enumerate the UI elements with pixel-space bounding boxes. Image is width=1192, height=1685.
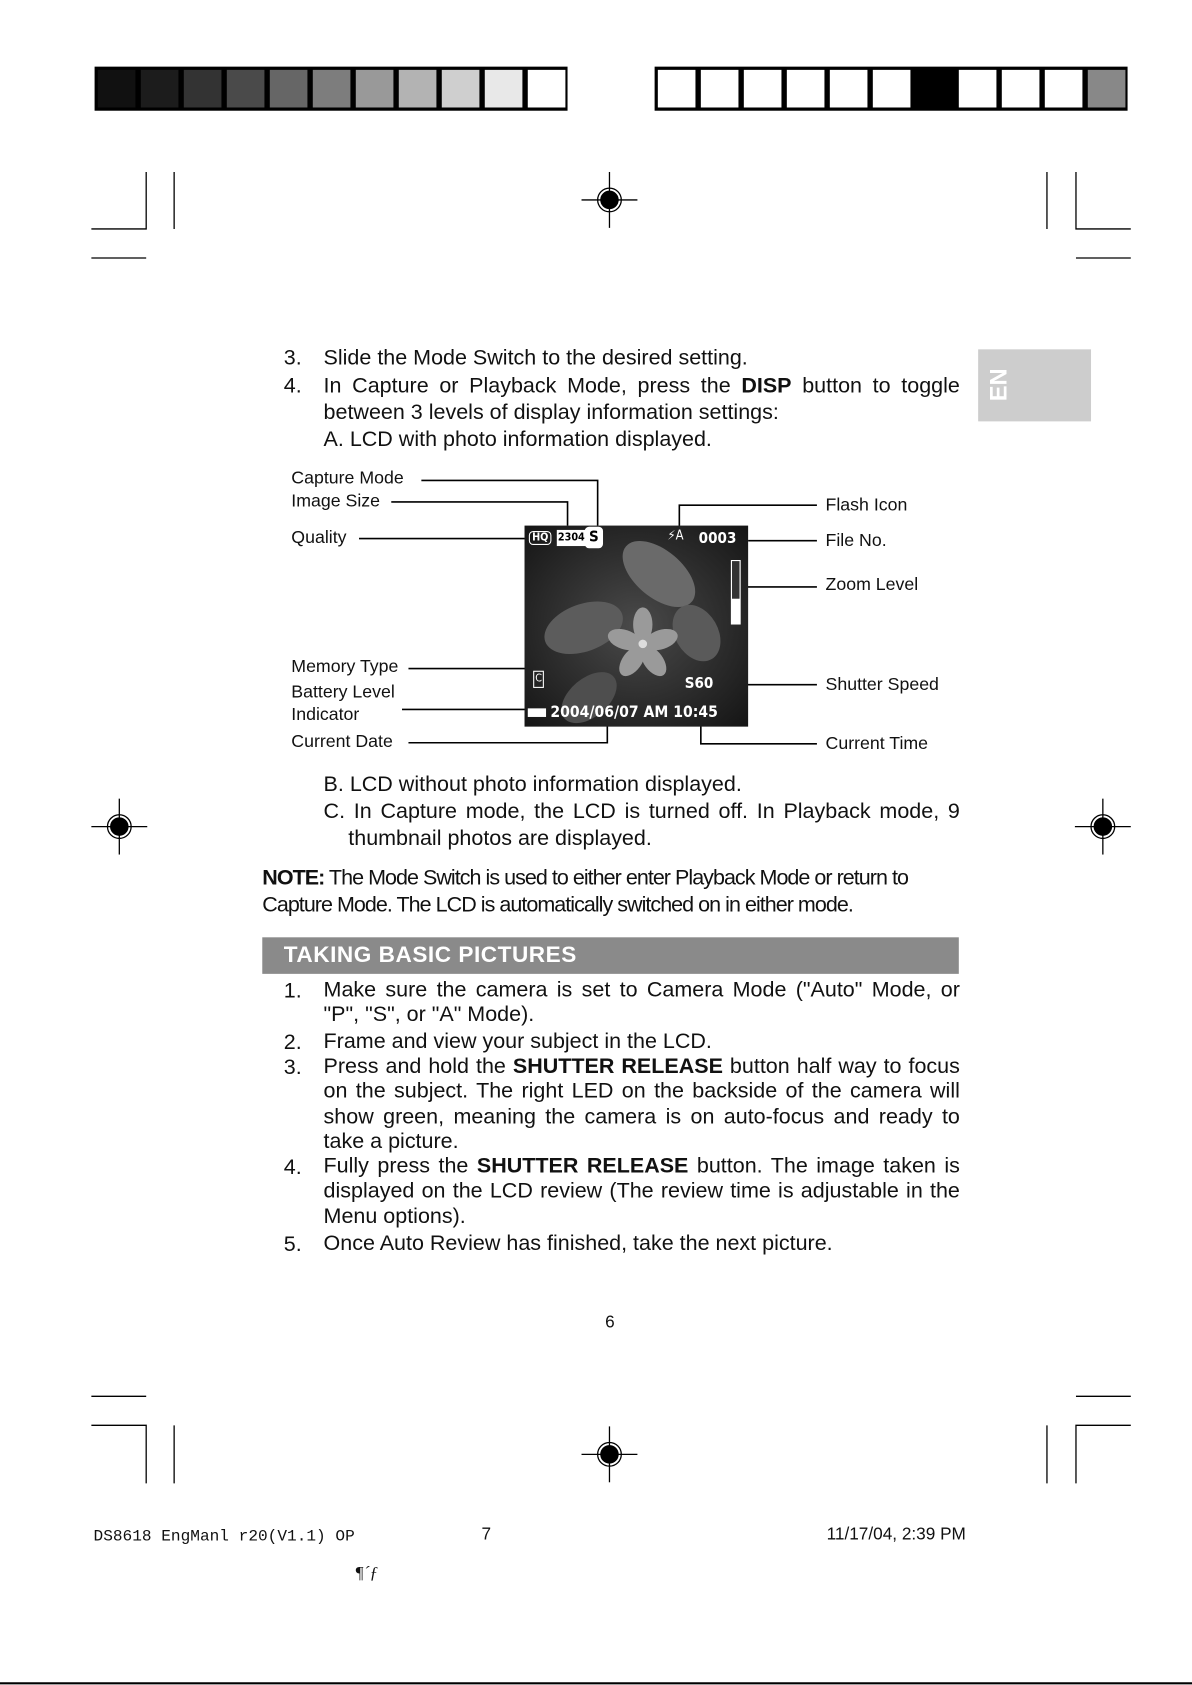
footer-garble: ¶´ƒ (354, 1563, 379, 1583)
label-file-no: File No. (825, 531, 887, 551)
color-swatch (701, 70, 739, 108)
step-number: 4. (283, 1155, 302, 1180)
label-battery-2: Indicator (291, 705, 360, 725)
file-number: 0003 (698, 529, 737, 548)
color-swatch (658, 70, 696, 108)
flower-photo (525, 526, 749, 727)
color-swatch (227, 70, 265, 108)
color-swatch (1088, 70, 1126, 108)
text: button half way to focus on the subject. The right LED on the backside of the camera will show green, meaning the camera is on auto-focus and ready to take a picture. (323, 1054, 960, 1154)
label-battery: Battery Level (291, 682, 395, 702)
registration-mark (582, 172, 638, 228)
sub-item-b: B. LCD without photo information displayed. (323, 772, 742, 797)
page-number: 6 (605, 1313, 615, 1332)
step-text (324, 373, 960, 427)
color-swatch (184, 70, 222, 108)
language-tab-label: EN (984, 368, 1012, 402)
step-number: 3. (283, 346, 302, 370)
color-swatch (270, 70, 308, 108)
footer-filename: DS8618 EngManl r20(V1.1) OP (93, 1527, 355, 1546)
label-quality: Quality (291, 527, 347, 548)
step-text (324, 1054, 960, 1154)
label-flash: Flash Icon (825, 495, 908, 515)
color-swatch (313, 70, 351, 108)
label-zoom: Zoom Level (825, 575, 919, 595)
note-label: NOTE: (262, 866, 325, 891)
step-number: 3. (283, 1055, 302, 1080)
label-current-time: Current Time (825, 734, 929, 754)
color-swatch (744, 70, 782, 108)
color-swatch (787, 70, 825, 108)
label-memory-type: Memory Type (291, 656, 399, 677)
step-number: 5. (283, 1232, 302, 1257)
color-swatch (1002, 70, 1040, 108)
color-swatch (873, 70, 911, 108)
footer-page: 7 (481, 1525, 492, 1544)
step-text: Slide the Mode Switch to the desired setting. (323, 346, 748, 370)
language-tab (978, 349, 1091, 421)
registration-mark (582, 1426, 638, 1482)
date-time: 2004/06/07 AM 10:45 (550, 704, 718, 722)
zoom-level-fill (732, 561, 740, 598)
step-text: Once Auto Review has finished, take the next picture. (323, 1231, 833, 1256)
text: button. The image taken is displayed on the LCD review (The review time is adjustable in the Menu options). (323, 1154, 960, 1229)
footer-date: 11/17/04, 2:39 PM (826, 1525, 966, 1544)
color-swatch (399, 70, 437, 108)
battery-icon (528, 708, 546, 717)
sub-item-c: C. In Capture mode, the LCD is turned off. In Playback mode, 9 thumbnail photos are displayed. (323, 799, 960, 851)
color-swatch (830, 70, 868, 108)
lcd-screen-image (525, 526, 749, 727)
text: Fully press the (323, 1154, 477, 1179)
button-name: DISP (741, 374, 792, 398)
flash-icon: ⚡A (667, 527, 684, 543)
registration-mark (91, 799, 147, 855)
memory-type-icon: C (533, 671, 544, 688)
step-text (324, 1154, 960, 1229)
color-swatch (916, 70, 954, 108)
step-number: 4. (283, 374, 302, 398)
note-text: The Mode Switch is used to either enter Playback Mode or return to Capture Mode. The LCD is automatically switched on in either mode. (262, 866, 908, 917)
label-current-date: Current Date (291, 732, 393, 752)
label-image-size: Image Size (291, 491, 381, 511)
text: Press and hold the (323, 1054, 513, 1079)
color-swatch (98, 70, 136, 108)
shutter-speed: S60 (684, 675, 714, 693)
color-swatch (528, 70, 566, 108)
color-swatch (141, 70, 179, 108)
text: In Capture or Playback Mode, press the (323, 374, 742, 398)
label-capture-mode: Capture Mode (291, 468, 404, 489)
step-text: Make sure the camera is set to Camera Mode ("Auto" Mode, or "P", "S", or "A" Mode). (323, 978, 960, 1027)
color-swatch (485, 70, 523, 108)
label-shutter: Shutter Speed (825, 675, 939, 695)
quality-indicator: HQ (529, 531, 552, 545)
color-swatch (356, 70, 394, 108)
step-number: 1. (283, 979, 302, 1003)
color-swatch (959, 70, 997, 108)
color-swatch (442, 70, 480, 108)
step-text: Frame and view your subject in the LCD. (323, 1029, 712, 1054)
section-header: TAKING BASIC PICTURES (262, 937, 959, 974)
registration-mark (1075, 799, 1131, 855)
button-name: SHUTTER RELEASE (476, 1154, 689, 1179)
image-size-indicator: 2304 (557, 530, 586, 546)
color-swatch (1045, 70, 1083, 108)
text: button to toggle between 3 levels of display information settings: (323, 374, 960, 425)
capture-mode-indicator: S (585, 527, 603, 548)
step-number: 2. (283, 1030, 302, 1055)
sub-item-a: A. LCD with photo information displayed. (323, 427, 712, 452)
note (262, 865, 961, 919)
zoom-level-bar (731, 560, 741, 624)
button-name: SHUTTER RELEASE (512, 1054, 723, 1079)
